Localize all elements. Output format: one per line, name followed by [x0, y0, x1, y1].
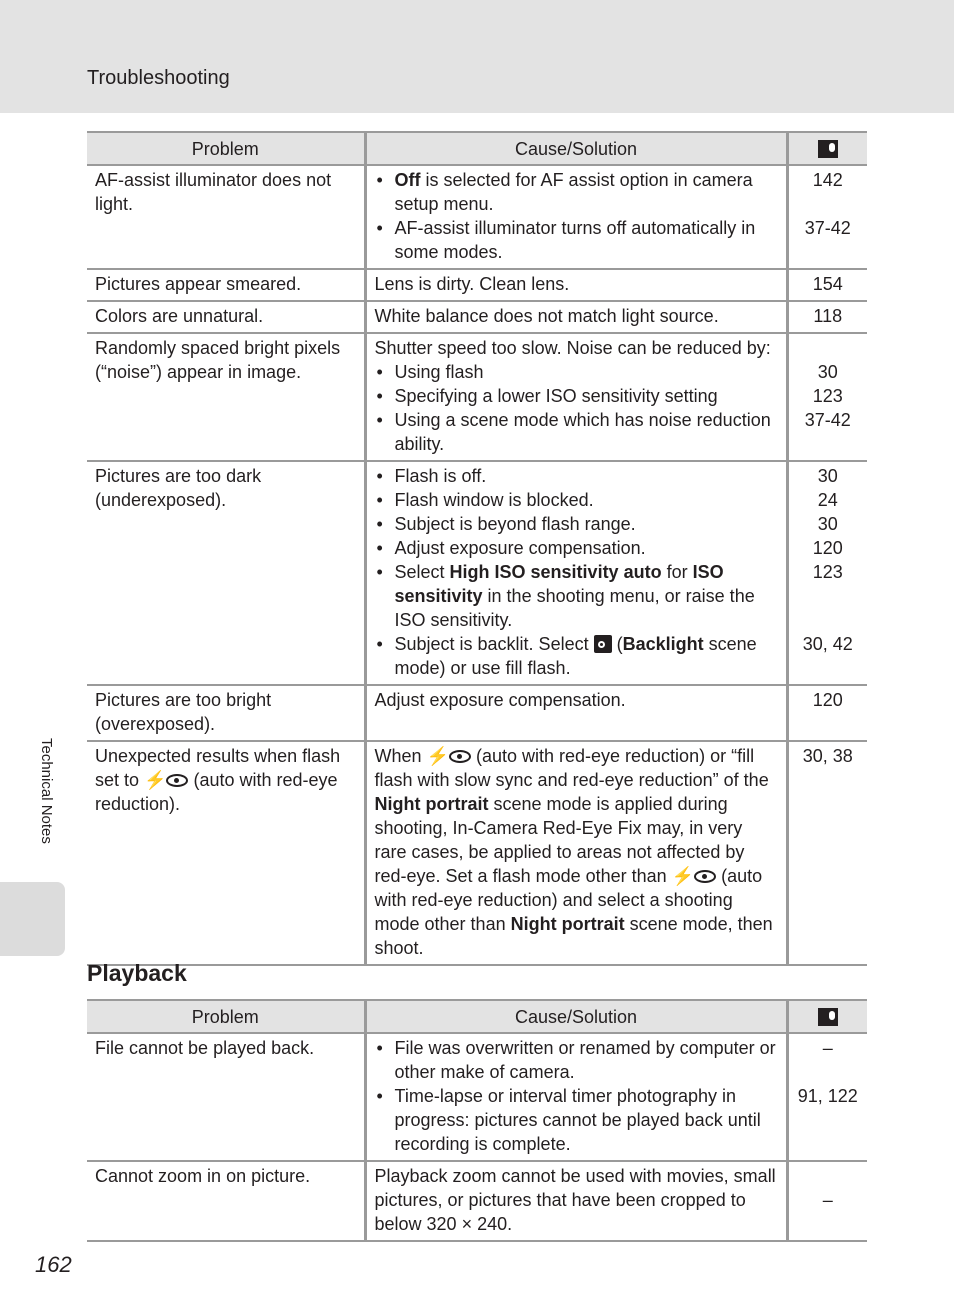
- bullet-text: (: [611, 634, 623, 654]
- table-row: [87, 685, 867, 741]
- flash-red-eye-icon: ⚡: [672, 864, 716, 888]
- page-ref: 142: [812, 170, 843, 190]
- page-cell: 154: [787, 269, 867, 301]
- page-cell: [787, 165, 867, 269]
- table-header-row: [87, 1000, 867, 1033]
- page-cell: 118: [787, 301, 867, 333]
- table-row: [87, 333, 867, 461]
- bold-term: Backlight: [622, 634, 704, 654]
- page-cell: 120: [787, 685, 867, 741]
- bold-term: Night portrait: [374, 794, 489, 814]
- bullet-text: scene mode) or use fill flash.: [394, 634, 757, 678]
- problem-cell: Cannot zoom in on picture.: [87, 1161, 365, 1241]
- flash-red-eye-icon: ⚡: [144, 768, 188, 792]
- cause-cell: [365, 461, 787, 685]
- bullet-text: Subject is backlit. Select: [394, 634, 594, 654]
- bullet-item: • Specifying a lower ISO sensitivity setting: [375, 384, 778, 408]
- bullet-text: for: [661, 562, 693, 582]
- playback-heading: Playback: [87, 960, 187, 986]
- bullet-item: • File was overwritten or renamed by computer or other make of camera.: [375, 1036, 778, 1084]
- bullet-item: • AF-assist illuminator turns off automatically in some modes.: [375, 216, 778, 264]
- troubleshooting-table: [87, 131, 867, 966]
- cause-cell: White balance does not match light source.: [365, 301, 787, 333]
- page-ref: –: [822, 1038, 833, 1058]
- table-row: [87, 1033, 867, 1161]
- bullet-item: [375, 632, 778, 680]
- backlight-scene-icon: [594, 635, 612, 653]
- bullet-item: • Flash window is blocked.: [375, 488, 778, 512]
- cause-cell: Playback zoom cannot be used with movies, small pictures, or pictures that have been cropped to below 320 × 240.: [365, 1161, 787, 1241]
- page-ref: 91, 122: [797, 1086, 858, 1106]
- cause-cell: Adjust exposure compensation.: [365, 685, 787, 741]
- page-cell: –: [787, 1161, 867, 1241]
- cause-cell: Lens is dirty. Clean lens.: [365, 269, 787, 301]
- column-header-problem: Problem: [87, 132, 365, 165]
- column-header-page: [787, 1000, 867, 1033]
- page-ref: 123: [812, 386, 843, 406]
- chapter-tab: [0, 882, 65, 956]
- playback-table: [87, 999, 867, 1242]
- bullet-text: is selected for AF assist option in camera setup menu.: [394, 170, 753, 214]
- page-ref: 30: [817, 514, 838, 534]
- table-row: [87, 1161, 867, 1241]
- problem-cell: Pictures are too dark (underexposed).: [87, 461, 365, 685]
- cause-text: scene mode, then shoot.: [374, 914, 773, 958]
- bullet-item: • Using flash: [375, 360, 778, 384]
- cause-text: (auto with red-eye reduction) or “fill flash with slow sync and red-eye reduction” of the: [374, 746, 769, 790]
- page-cell: [787, 333, 867, 461]
- page-ref: 30: [817, 362, 838, 382]
- section-title: Troubleshooting: [87, 67, 230, 89]
- table-row: [87, 741, 867, 965]
- column-header-problem: Problem: [87, 1000, 365, 1033]
- problem-cell: [87, 741, 365, 965]
- cause-text: scene mode is applied during shooting, In-Camera Red-Eye Fix may, in very rare cases, be applied to areas not affected by red-eye. Set a flash mode other than: [374, 794, 745, 886]
- column-header-cause: Cause/Solution: [365, 1000, 787, 1033]
- column-header-cause: Cause/Solution: [365, 132, 787, 165]
- bullet-item: • Subject is beyond flash range.: [375, 512, 778, 536]
- page-ref: 123: [812, 562, 843, 582]
- bold-term: ISO sensitivity: [394, 562, 724, 606]
- bold-term: Night portrait: [510, 914, 625, 934]
- bullet-item: [375, 168, 778, 216]
- problem-cell: Pictures are too bright (overexposed).: [87, 685, 365, 741]
- problem-cell: File cannot be played back.: [87, 1033, 365, 1161]
- column-header-page: [787, 132, 867, 165]
- bullet-item: • Time-lapse or interval timer photography in progress: pictures cannot be played back until recording is complete.: [375, 1084, 778, 1156]
- page-ref: 37-42: [804, 410, 851, 430]
- page-cell: [787, 461, 867, 685]
- bold-term: High ISO sensitivity auto: [449, 562, 662, 582]
- page-reference-icon: [818, 1008, 838, 1026]
- problem-cell: AF-assist illuminator does not light.: [87, 165, 365, 269]
- table-row: [87, 301, 867, 333]
- page-cell: [787, 1033, 867, 1161]
- page-ref: 30: [817, 466, 838, 486]
- cause-cell: [365, 741, 787, 965]
- cause-intro: Shutter speed too slow. Noise can be reduced by:: [374, 338, 771, 358]
- table-row: [87, 165, 867, 269]
- chapter-label: Technical Notes: [38, 738, 55, 844]
- table-row: [87, 269, 867, 301]
- page-number: 162: [35, 1252, 72, 1277]
- header-band: [0, 0, 954, 113]
- problem-cell: Pictures appear smeared.: [87, 269, 365, 301]
- cause-cell: [365, 1033, 787, 1161]
- bold-term: Off: [394, 170, 421, 190]
- spacer: [797, 336, 860, 360]
- problem-text: Unexpected results when flash set to: [95, 746, 341, 790]
- problem-text: (auto with red-eye reduction).: [95, 770, 338, 814]
- flash-red-eye-icon: ⚡: [427, 744, 471, 768]
- table-header-row: [87, 132, 867, 165]
- problem-cell: Randomly spaced bright pixels (“noise”) appear in image.: [87, 333, 365, 461]
- bullet-item: • Using a scene mode which has noise reduction ability.: [375, 408, 778, 456]
- bullet-item: • Adjust exposure compensation.: [375, 536, 778, 560]
- page-cell: 30, 38: [787, 741, 867, 965]
- bullet-text: in the shooting menu, or raise the ISO sensitivity.: [394, 586, 755, 630]
- bullet-text: Select: [394, 562, 450, 582]
- page-reference-icon: [818, 140, 838, 158]
- cause-cell: [365, 165, 787, 269]
- cause-cell: [365, 333, 787, 461]
- problem-cell: Colors are unnatural.: [87, 301, 365, 333]
- cause-text: When: [374, 746, 427, 766]
- bullet-item: • Flash is off.: [375, 464, 778, 488]
- table-row: [87, 461, 867, 685]
- cause-text: (auto with red-eye reduction) and select a shooting mode other than: [374, 866, 763, 934]
- page-ref: 30, 42: [802, 634, 853, 654]
- bullet-item: [375, 560, 778, 632]
- page-ref: 37-42: [804, 218, 851, 238]
- page-ref: 24: [817, 490, 838, 510]
- page-ref: 120: [812, 538, 843, 558]
